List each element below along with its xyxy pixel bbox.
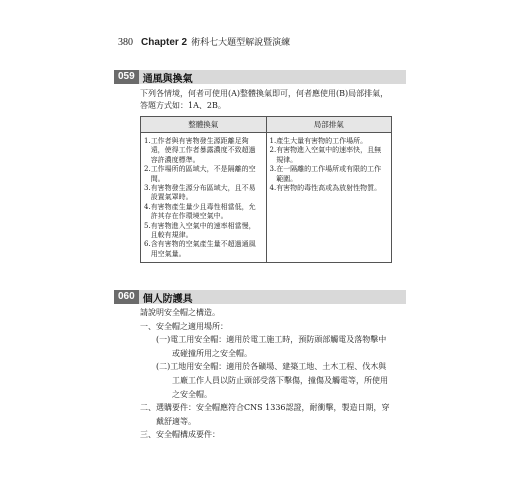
item-number: 4. [269, 184, 277, 193]
item-text: 產生大量有害物的工作場所。 [276, 137, 368, 145]
list-item [270, 137, 389, 146]
answer-item-3: 三、安全帽構成要件： [140, 430, 220, 440]
item-text: 有害物進入空氣中的速率相當慢，且較有規律。 [150, 221, 256, 240]
table-header-local: 局部排氣 [266, 117, 392, 133]
general-ventilation-cell [141, 133, 267, 263]
item-number: 2. [144, 165, 151, 174]
item-number: 3. [144, 184, 151, 193]
item-text: 有害物進入空氣中的速率快，且無規律。 [276, 146, 382, 164]
local-exhaust-cell [266, 133, 392, 263]
sub-item-1 [140, 333, 390, 360]
page-number: 380 [118, 37, 133, 48]
item-text: 工作者與有害物發生源距離足夠遠，使得工作者暴露濃度不致超過容許濃度標準。 [150, 137, 256, 164]
list-item [270, 184, 389, 193]
section-060-heading [114, 290, 406, 304]
list-item [144, 240, 263, 259]
list-item [144, 137, 263, 165]
item-text: 工作場所的區域大，不是隔離的空間。 [150, 165, 256, 183]
answer-item-2 [140, 401, 390, 428]
text-line: 之安全帽。 [172, 389, 212, 399]
item-number: 3. [269, 165, 277, 174]
item-text: 有害物的毒性高或為放射性物質。 [276, 184, 382, 193]
text-line: 二、選購要件：安全帽應符合CNS 1336認證，耐衝擊，製造日期，穿 [140, 403, 390, 413]
item-number: 6. [144, 240, 151, 249]
ventilation-comparison-table [140, 116, 392, 263]
page-header [118, 35, 290, 48]
text-line: (二)工地用安全帽：適用於各礦場、建築工地、土木工程、伐木與 [156, 362, 387, 372]
question-line: 答題方式如：1A、2B。 [140, 101, 226, 110]
text-line: (一)電工用安全帽：適用於電工施工時，預防頭部觸電及落物擊中 [156, 335, 387, 345]
table-header-general: 整體換氣 [141, 117, 267, 133]
item-number: 1. [144, 137, 151, 145]
sub-item-2 [140, 360, 390, 401]
item-text: 有害物產生量少且毒性相當低，允許其存在作環境空氣中。 [150, 202, 256, 221]
list-item [270, 146, 389, 165]
question-text [140, 88, 388, 112]
list-item [144, 165, 263, 184]
text-line: 或碰撞所用之安全帽。 [172, 348, 252, 358]
item-number: 4. [144, 202, 151, 211]
answer-item-1: 一、安全帽之適用場所： [140, 321, 228, 331]
chapter-label: Chapter 2 [141, 37, 188, 48]
chapter-title: 術科七大題型解說暨演練 [191, 38, 291, 48]
question-line: 請說明安全帽之構造。 [140, 308, 220, 317]
section-059-heading [114, 70, 406, 84]
list-item [270, 165, 389, 184]
section-number: 059 [114, 70, 139, 84]
section-title: 個人防護具 [142, 293, 193, 305]
text-line: 戴舒適等。 [156, 416, 196, 426]
list-item [144, 222, 263, 241]
item-number: 1. [269, 137, 277, 145]
question-line: 下列各情境，何者可使用(A)整體換氣即可，何者應使用(B)局部排氣， [140, 89, 389, 98]
item-text: 在一隔離的工作場所或有限的工作範圍。 [276, 165, 382, 183]
item-number: 2. [269, 146, 277, 155]
section-number: 060 [114, 290, 139, 304]
list-item [144, 203, 263, 222]
list-item [144, 184, 263, 203]
text-line: 工廠工作人員以防止頭部受落下擊傷，撞傷及觸電等，所使用 [172, 375, 388, 385]
section-title: 通風與換氣 [142, 73, 193, 85]
item-text: 有害物發生源分布區域大，且不易設置氣罩時。 [150, 184, 256, 202]
item-number: 5. [144, 221, 151, 230]
item-text: 含有害物的空氣產生量不超過通風用空氣量。 [150, 240, 256, 258]
answer-text [140, 306, 390, 442]
